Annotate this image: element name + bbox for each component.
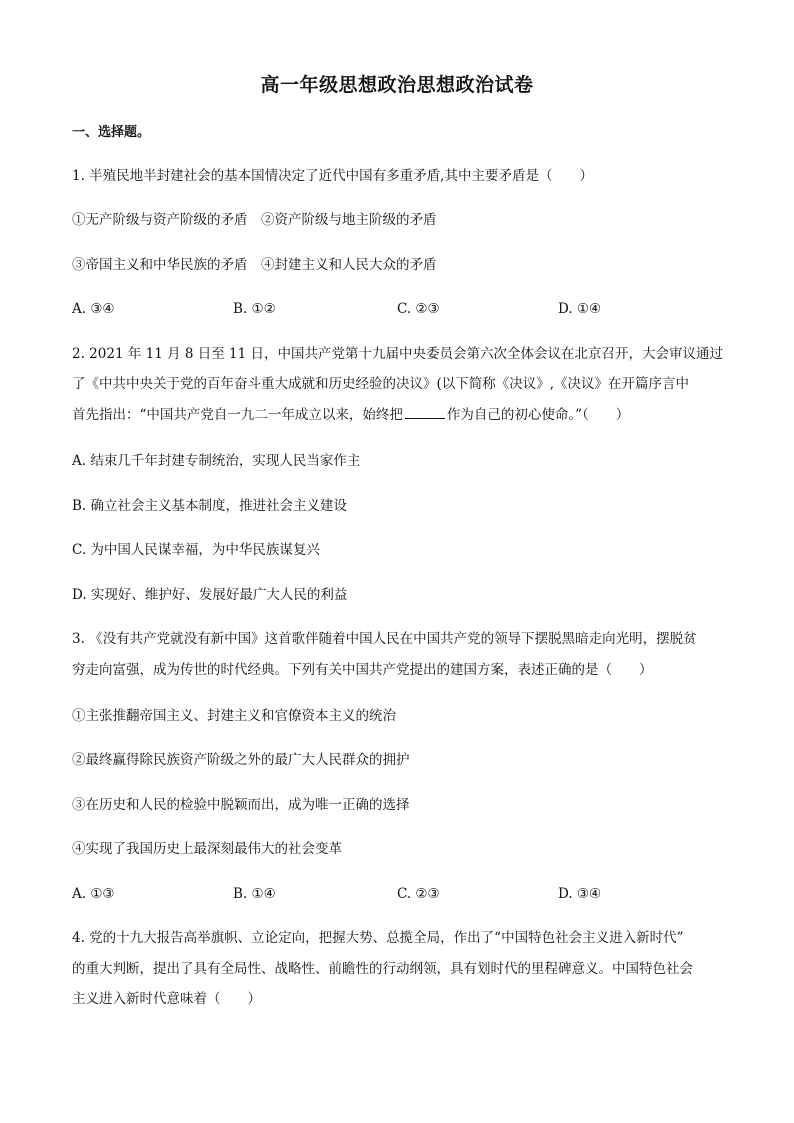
q4-stem-line-2: 的重大判断，提出了具有全局性、战略性、前瞻性的行动纲领，具有划时代的里程碑意义。中国特色社会	[72, 961, 693, 977]
q1-option-a: A. ③④	[72, 301, 115, 317]
q3-statement-2: ②最终赢得除民族资产阶级之外的最广大人民群众的拥护	[72, 752, 410, 768]
q3-option-d: D. ③④	[558, 886, 602, 902]
q1-option-c: C. ②③	[397, 301, 440, 317]
q2-stem-line-3	[72, 406, 732, 424]
q1-option-b: B. ①②	[233, 301, 276, 317]
q3-statement-3: ③在历史和人民的检验中脱颖而出，成为唯一正确的选择	[72, 797, 410, 813]
q3-option-a: A. ①③	[72, 886, 115, 902]
q3-option-b: B. ①④	[233, 886, 276, 902]
q2-stem-line-1: 2. 2021 年 11 月 8 日至 11 日，中国共产党第十九届中央委员会第六次全体会议在北京召开，大会审议通过	[72, 346, 724, 362]
q1-stem: 1. 半殖民地半封建社会的基本国情决定了近代中国有多重矛盾,其中主要矛盾是（ ）	[72, 168, 593, 184]
q2-stem-line-3-end: 作为自己的初心使命。”（ ）	[446, 407, 630, 423]
q2-option-c: C. 为中国人民谋幸福，为中华民族谋复兴	[72, 542, 320, 558]
q2-option-d: D. 实现好、维护好、发展好最广大人民的利益	[72, 587, 348, 603]
q2-option-a: A. 结束几千年封建专制统治，实现人民当家作主	[72, 453, 361, 469]
q3-statement-1: ①主张推翻帝国主义、封建主义和官僚资本主义的统治	[72, 708, 396, 724]
q2-stem-line-3-start: 首先指出：“中国共产党自一九二一年成立以来，始终把	[72, 407, 403, 423]
q1-option-d: D. ①④	[558, 301, 602, 317]
answer-blank	[405, 406, 445, 419]
q3-stem-line-1: 3. 《没有共产党就没有新中国》这首歌伴随着中国人民在中国共产党的领导下摆脱黑暗走向光明，摆脱贫	[72, 631, 697, 647]
q1-statements-1: ①无产阶级与资产阶级的矛盾 ②资产阶级与地主阶级的矛盾	[72, 212, 437, 228]
q3-statement-4: ④实现了我国历史上最深刻最伟大的社会变革	[72, 841, 342, 857]
exam-title: 高一年级思想政治思想政治试卷	[260, 74, 534, 96]
q3-option-c: C. ②③	[397, 886, 440, 902]
q4-stem-line-1: 4. 党的十九大报告高举旗帜、立论定向，把握大势、总揽全局，作出了“中国特色社会主义进入新时代”	[72, 930, 684, 946]
q2-option-b: B. 确立社会主义基本制度，推进社会主义建设	[72, 498, 348, 514]
section-heading: 一、选择题。	[72, 125, 151, 140]
q1-statements-2: ③帝国主义和中华民族的矛盾 ④封建主义和人民大众的矛盾	[72, 257, 437, 273]
q2-stem-line-2: 了《中共中央关于党的百年奋斗重大成就和历史经验的决议》(以下简称《决议》,《决议》在开篇序言中	[72, 376, 690, 392]
q4-stem-line-3: 主义进入新时代意味着（ ）	[72, 991, 261, 1007]
q3-stem-line-2: 穷走向富强，成为传世的时代经典。下列有关中国共产党提出的建国方案，表述正确的是（ ）	[72, 662, 653, 678]
